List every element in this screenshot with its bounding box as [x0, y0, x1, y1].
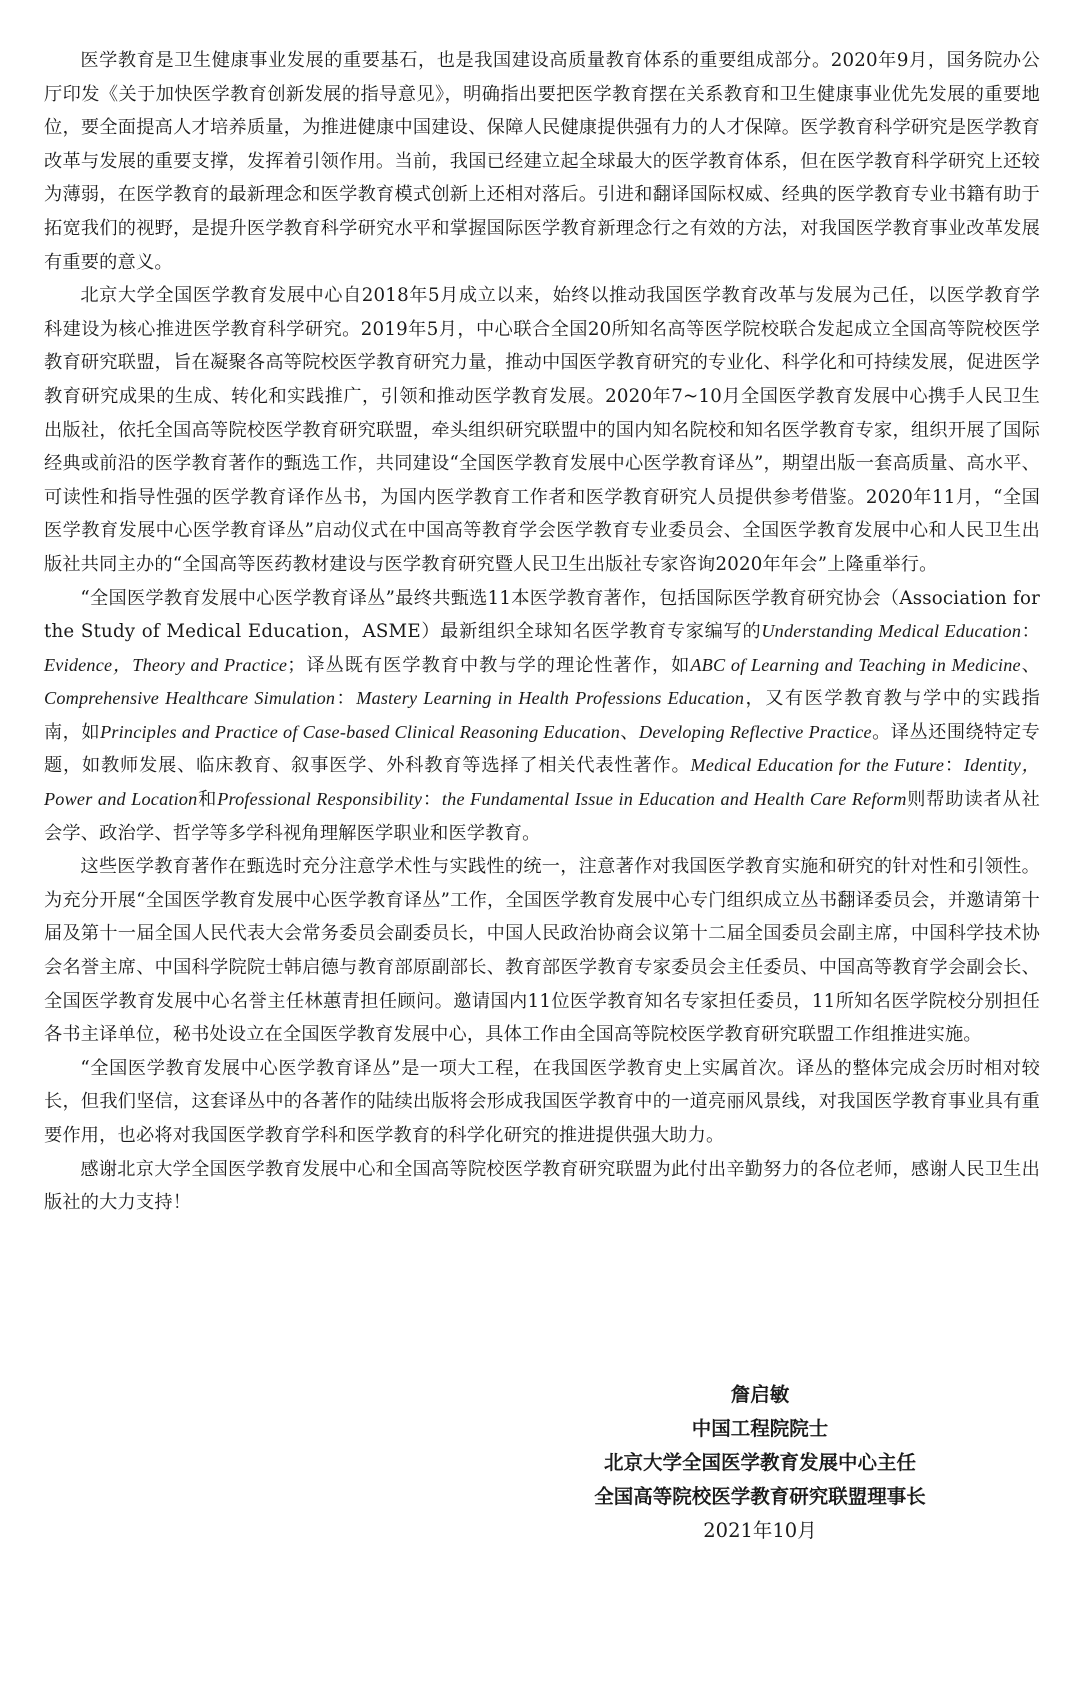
signature-date: 2021年10月: [703, 1519, 817, 1542]
signature-block: [560, 1378, 960, 1548]
book-title-italic: Principles and Practice of Case-based Clinical Reasoning Education: [100, 721, 620, 742]
paragraph-1: [44, 44, 1040, 279]
paragraph-3: [44, 582, 1040, 851]
paragraph-text: 、: [619, 721, 639, 743]
paragraph-4: [44, 850, 1040, 1052]
paragraph-text: 和: [197, 789, 218, 811]
book-title-italic: Comprehensive Healthcare Simulation: [44, 688, 336, 709]
paragraph-text: ；译丛既有医学教育中教与学的理论性著作，如: [287, 654, 691, 676]
book-title-italic: ABC of Learning and Teaching in Medicine: [690, 654, 1021, 675]
signature-name: 詹启敏: [730, 1383, 790, 1406]
paragraph-text: ：: [1021, 621, 1041, 643]
signature-title-alliance-chair: 全国高等院校医学教育研究联盟理事长: [594, 1485, 926, 1508]
paragraph-2: [44, 279, 1040, 581]
paragraph-text: 则帮助读者从社会学、政治学、哲学等多学科视角理解医学职业和医学教育。: [44, 789, 1040, 844]
paragraph-text: ：: [422, 789, 442, 811]
preface-body: [44, 44, 1040, 1220]
book-title-italic: the Fundamental Issue in Education and Health Care Reform: [441, 789, 907, 810]
signature-title-center-director: 北京大学全国医学教育发展中心主任: [603, 1451, 916, 1474]
paragraph-text: 医学教育是卫生健康事业发展的重要基石，也是我国建设高质量教育体系的重要组成部分。2020年9月，国务院办公厅印发《关于加快医学教育创新发展的指导意见》，明确指出要把医学教育摆在关系教育和卫生健康事业优先发展的重要地位，要全面提高人才培养质量，为推进健康中国建设、保障人民健康提供强有力的人才保障。医学教育科学研究是医学教育改革与发展的重要支撑，发挥着引领作用。当前，我国已经建立起全球最大的医学教育体系，但在医学教育科学研究上还较为薄弱，在医学教育的最新理念和医学教育模式创新上还相对落后。引进和翻译国际权威、经典的医学教育专业书籍有助于拓宽我们的视野，是提升医学教育科学研究水平和掌握国际医学教育新理念行之有效的方法，对我国医学教育事业改革发展有重要的意义。: [44, 50, 1040, 273]
book-title-italic: Medical Education for the Future: [690, 755, 945, 776]
paragraph-text: 感谢北京大学全国医学教育发展中心和全国高等院校医学教育研究联盟为此付出辛勤努力的各位老师，感谢人民卫生出版社的大力支持！: [44, 1158, 1040, 1214]
book-title-italic: Mastery Learning in Health Professions Education: [356, 688, 745, 709]
paragraph-text: ：: [335, 688, 357, 710]
book-title-italic: Evidence，Theory and Practice: [44, 654, 288, 675]
book-title-italic: Understanding Medical Education: [761, 621, 1022, 642]
paragraph-text: 这些医学教育著作在甄选时充分注意学术性与实践性的统一，注意著作对我国医学教育实施和研究的针对性和引领性。为充分开展“全国医学教育发展中心医学教育译丛”工作，全国医学教育发展中心专门组织成立丛书翻译委员会，并邀请第十届及第十一届全国人民代表大会常务委员会副委员长，中国人民政治协商会议第十二届全国委员会副主席，中国科学技术协会名誉主席、中国科学院院士韩启德与教育部原副部长、教育部医学教育专家委员会主任委员、中国高等教育学会副会长、全国医学教育发展中心名誉主任林蕙青担任顾问。邀请国内11位医学教育知名专家担任委员，11所知名医学院校分别担任各书主译单位，秘书处设立在全国医学教育发展中心，具体工作由全国高等院校医学教育研究联盟工作组推进实施。: [44, 856, 1040, 1046]
paragraph-text: 、: [1020, 654, 1041, 676]
paragraph-6: [44, 1153, 1040, 1220]
paragraph-text: “全国医学教育发展中心医学教育译丛”最终共甄选11本医学教育著作，包括国际医学教育研究协会（Association for the Study of Medical Education，ASME）最新组织全球知名医学教育专家编写的: [44, 587, 1040, 643]
paragraph-text: 。译丛还围绕特定专题，如教师发展、临床教育、叙事医学、外科教育等选择了相关代表性著作。: [44, 721, 1040, 777]
paragraph-text: “全国医学教育发展中心医学教育译丛”是一项大工程，在我国医学教育史上实属首次。译丛的整体完成会历时相对较长，但我们坚信，这套译丛中的各著作的陆续出版将会形成我国医学教育中的一道亮丽风景线，对我国医学教育事业具有重要作用，也必将对我国医学教育学科和医学教育的科学化研究的推进提供强大助力。: [44, 1057, 1040, 1146]
book-title-italic: Developing Reflective Practice: [638, 721, 872, 742]
book-title-italic: Professional Responsibility: [217, 789, 423, 810]
paragraph-5: [44, 1052, 1040, 1153]
signature-title-academician: 中国工程院院士: [691, 1417, 829, 1440]
paragraph-text: 北京大学全国医学教育发展中心自2018年5月成立以来，始终以推动我国医学教育改革与发展为己任，以医学教育学科建设为核心推进医学教育科学研究。2019年5月，中心联合全国20所知名高等医学院校联合发起成立全国高等院校医学教育研究联盟，旨在凝聚各高等院校医学教育研究力量，推动中国医学教育研究的专业化、科学化和可持续发展，促进医学教育研究成果的生成、转化和实践推广，引领和推动医学教育发展。2020年7~10月全国医学教育发展中心携手人民卫生出版社，依托全国高等院校医学教育研究联盟，牵头组织研究联盟中的国内知名院校和知名医学教育专家，组织开展了国际经典或前沿的医学教育著作的甄选工作，共同建设“全国医学教育发展中心医学教育译丛”，期望出版一套高质量、高水平、可读性和指导性强的医学教育译作丛书，为国内医学教育工作者和医学教育研究人员提供参考借鉴。2020年11月，“全国医学教育发展中心医学教育译丛”启动仪式在中国高等教育学会医学教育专业委员会、全国医学教育发展中心和人民卫生出版社共同主办的“全国高等医药教材建设与医学教育研究暨人民卫生出版社专家咨询2020年年会”上隆重举行。: [44, 285, 1040, 575]
book-title-italic: Identity，Power and Location: [44, 755, 1040, 810]
paragraph-text: ，又有医学教育教与学中的实践指南，如: [44, 688, 1040, 743]
paragraph-text: ：: [944, 755, 964, 777]
